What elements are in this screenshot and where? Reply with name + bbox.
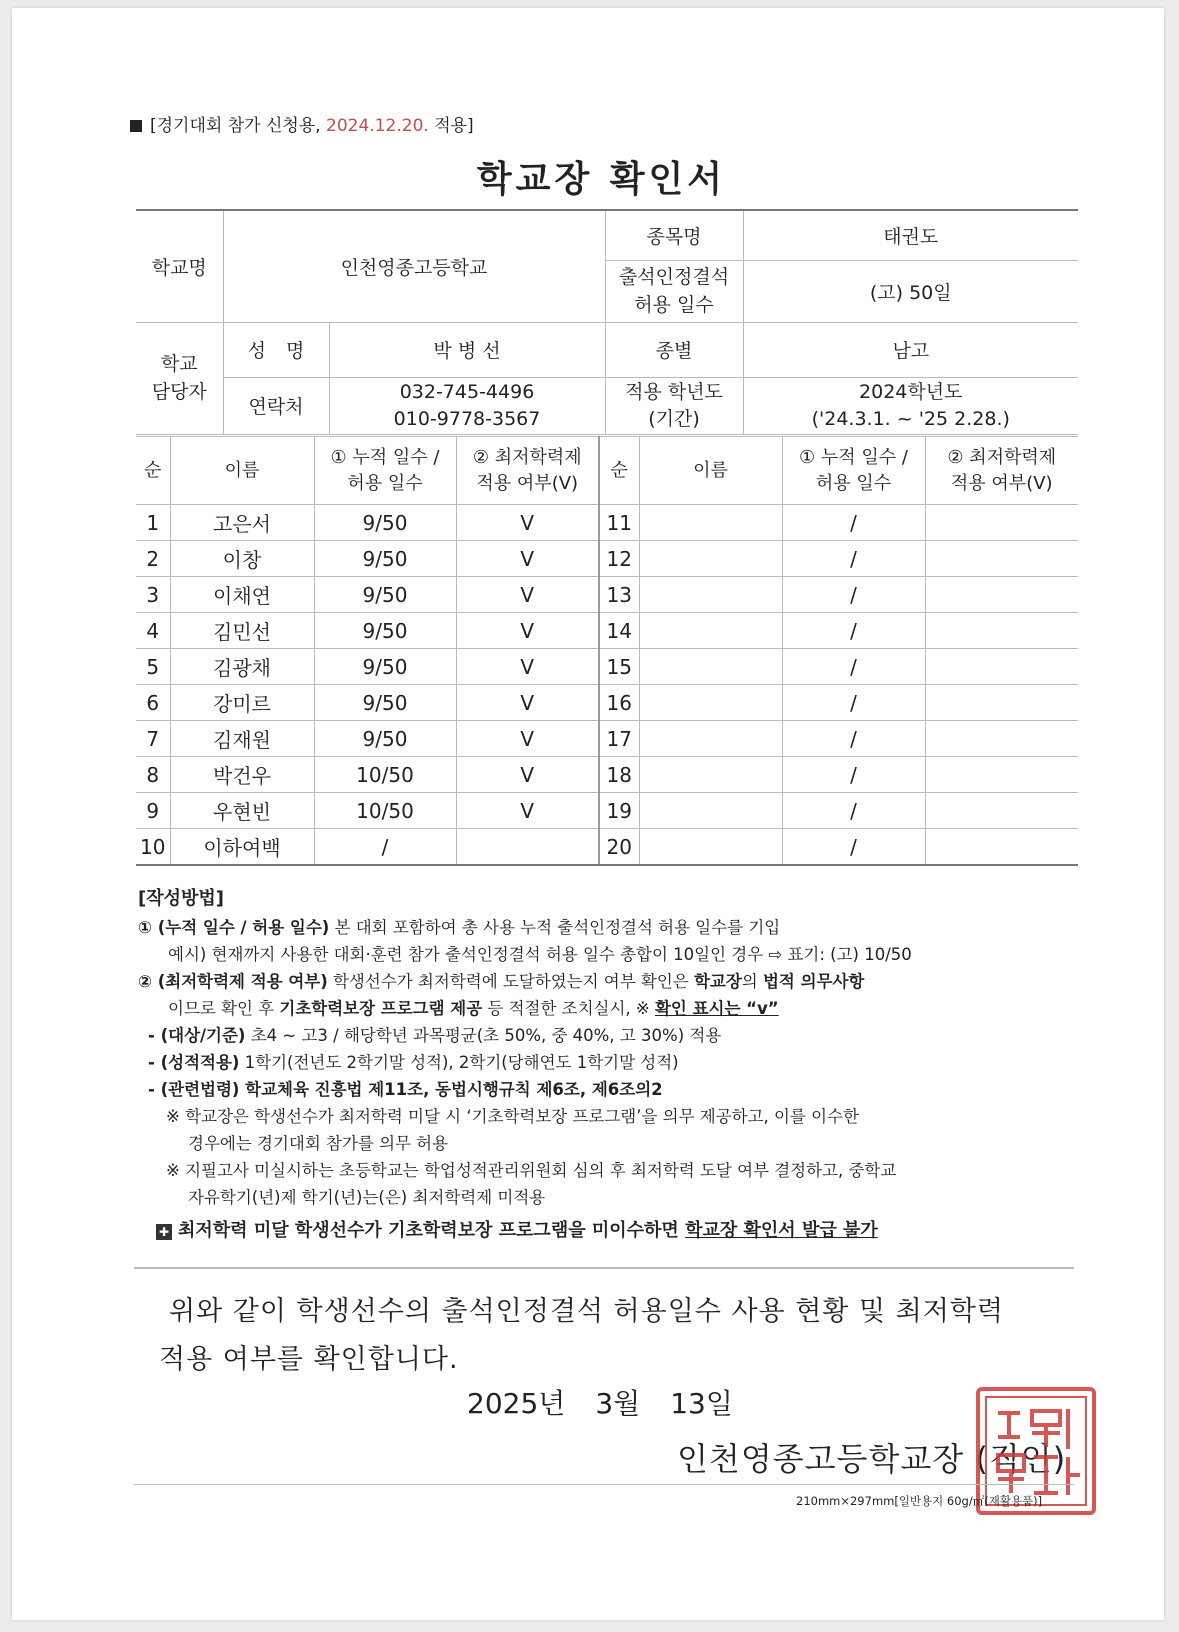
absence-days: / bbox=[782, 577, 925, 613]
header-no: 순 bbox=[136, 437, 170, 505]
min-grade-check bbox=[925, 541, 1078, 577]
student-name bbox=[639, 757, 782, 793]
roster-table bbox=[136, 436, 1078, 866]
table-row bbox=[136, 649, 1078, 685]
row-number: 19 bbox=[599, 793, 639, 829]
min-grade-check bbox=[925, 649, 1078, 685]
date-day: 13일 bbox=[670, 1387, 733, 1420]
student-name bbox=[639, 685, 782, 721]
row-number: 12 bbox=[599, 541, 639, 577]
min-grade-check bbox=[925, 721, 1078, 757]
paper-spec: 210mm×297mm[일반용지 60g/㎡(재활용품)] bbox=[796, 1494, 1043, 1508]
header-apply-line2: 적용 여부(V) bbox=[476, 472, 579, 494]
confirmation-line2: 적용 여부를 확인합니다. bbox=[159, 1344, 459, 1375]
type-label: 종별 bbox=[605, 322, 743, 377]
absence-label-line2: 허용 일수 bbox=[634, 294, 714, 316]
instruction-2-particle: 의 bbox=[741, 972, 763, 991]
header-apply-right bbox=[925, 437, 1078, 505]
issue-date bbox=[467, 1382, 763, 1422]
header-days-line2: 허용 일수 bbox=[347, 472, 423, 494]
student-name: 이창 bbox=[170, 541, 314, 577]
row-number: 6 bbox=[136, 685, 170, 721]
min-grade-check bbox=[925, 757, 1078, 793]
instruction-2 bbox=[138, 968, 1078, 995]
student-name: 고은서 bbox=[170, 505, 314, 541]
instruction-2-mark: 확인 표시는 “v” bbox=[654, 999, 779, 1018]
row-number: 16 bbox=[599, 685, 639, 721]
header-prefix: [경기대회 참가 신청용, bbox=[150, 116, 327, 136]
absence-days: 10/50 bbox=[314, 793, 456, 829]
absence-days: / bbox=[782, 721, 925, 757]
header-suffix: 적용] bbox=[428, 116, 474, 136]
instruction-2-program: 기초학력보장 프로그램 제공 bbox=[279, 999, 483, 1018]
student-name: 이채연 bbox=[170, 577, 314, 613]
student-name: 박건우 bbox=[170, 757, 314, 793]
header-apply-right-line2: 적용 여부(V) bbox=[950, 472, 1053, 494]
bottom-divider bbox=[134, 1484, 1074, 1485]
square-bullet-icon bbox=[130, 120, 142, 132]
instruction-2-duty: 법적 의무사항 bbox=[762, 972, 865, 991]
confirmation-text bbox=[159, 1288, 1079, 1384]
absence-days: 9/50 bbox=[314, 685, 456, 721]
date-year: 2025년 bbox=[467, 1387, 566, 1420]
absence-label-line1: 출석인정결석 bbox=[618, 266, 730, 288]
table-row bbox=[136, 577, 1078, 613]
note-1: ※ 학교장은 학생선수가 최저학력 미달 시 ‘기초학력보장 프로그램’을 의무 제공하고, 이를 이수한 bbox=[166, 1107, 859, 1126]
instructions-heading: [작성방법] bbox=[138, 888, 225, 909]
min-grade-check bbox=[925, 613, 1078, 649]
row-number: 5 bbox=[136, 649, 170, 685]
min-grade-check: V bbox=[456, 721, 599, 757]
form-header bbox=[130, 111, 474, 136]
instruction-2-cont-text2: 등 적절한 조치실시, ※ bbox=[482, 999, 655, 1018]
student-name bbox=[639, 793, 782, 829]
absence-days: 9/50 bbox=[314, 649, 456, 685]
detail-grades-label: - (성적적용) bbox=[148, 1053, 240, 1072]
warning-underlined: 학교장 확인서 발급 불가 bbox=[685, 1220, 878, 1241]
signer: 인천영종고등학교장 (직인) bbox=[677, 1440, 1067, 1478]
header-days-right bbox=[782, 437, 925, 505]
header-apply bbox=[456, 437, 599, 505]
year-label bbox=[605, 377, 743, 434]
instruction-2-text: 학생선수가 최저학력에 도달하였는지 여부 확인은 bbox=[327, 972, 694, 991]
warning-line bbox=[138, 1217, 1078, 1244]
instruction-2-cont bbox=[138, 995, 1078, 1022]
table-row bbox=[136, 541, 1078, 577]
absence-days: 9/50 bbox=[314, 505, 456, 541]
name-label: 성 명 bbox=[223, 322, 329, 377]
instructions bbox=[138, 885, 1078, 1244]
instruction-2-cont-text: 이므로 확인 후 bbox=[168, 999, 280, 1018]
row-number: 7 bbox=[136, 721, 170, 757]
phone-2: 010-9778-3567 bbox=[393, 407, 541, 430]
min-grade-check bbox=[925, 793, 1078, 829]
detail-target bbox=[138, 1022, 1078, 1049]
absence-value: (고) 50일 bbox=[743, 260, 1078, 322]
instruction-2-principal: 학교장 bbox=[693, 972, 742, 991]
min-grade-check bbox=[925, 829, 1078, 866]
detail-law bbox=[138, 1076, 1078, 1103]
manager-label bbox=[136, 322, 223, 434]
absence-days: / bbox=[782, 541, 925, 577]
sport-value: 태권도 bbox=[743, 210, 1078, 260]
min-grade-check bbox=[925, 685, 1078, 721]
roster-header-row bbox=[136, 437, 1078, 505]
instruction-1 bbox=[138, 914, 1078, 941]
row-number: 11 bbox=[599, 505, 639, 541]
detail-grades bbox=[138, 1049, 1078, 1076]
student-name bbox=[639, 541, 782, 577]
absence-days: / bbox=[782, 685, 925, 721]
instruction-1-bold: ① (누적 일수 / 허용 일수) bbox=[138, 918, 330, 937]
manager-label-line2: 담당자 bbox=[151, 381, 207, 403]
table-row bbox=[136, 721, 1078, 757]
name-value: 박 병 선 bbox=[329, 322, 605, 377]
student-name: 김민선 bbox=[170, 613, 314, 649]
absence-days: / bbox=[782, 829, 925, 866]
student-name bbox=[639, 649, 782, 685]
detail-law-text: 학교체육 진흥법 제11조, 동법시행규칙 제6조, 제6조의2 bbox=[239, 1080, 663, 1099]
row-number: 8 bbox=[136, 757, 170, 793]
detail-target-text: 초4 ~ 고3 / 해당학년 과목평균(초 50%, 중 40%, 고 30%) 적용 bbox=[245, 1026, 722, 1045]
absence-label bbox=[605, 260, 743, 322]
divider bbox=[134, 1267, 1074, 1269]
student-name bbox=[639, 613, 782, 649]
header-name-right: 이름 bbox=[639, 437, 782, 505]
absence-days: / bbox=[314, 829, 456, 866]
warning-text: 최저학력 미달 학생선수가 기초학력보장 프로그램을 미이수하면 bbox=[178, 1220, 686, 1241]
table-row bbox=[136, 685, 1078, 721]
absence-days: / bbox=[782, 613, 925, 649]
instruction-1-text: 본 대회 포함하여 총 사용 누적 출석인정결석 허용 일수를 기입 bbox=[329, 918, 781, 937]
min-grade-check bbox=[456, 829, 599, 866]
min-grade-check: V bbox=[456, 757, 599, 793]
year-label-line2: (기간) bbox=[648, 407, 700, 430]
plus-box-icon: ✚ bbox=[156, 1224, 172, 1240]
note-1-cont: 경우에는 경기대회 참가를 의무 허용 bbox=[188, 1134, 449, 1153]
student-name bbox=[639, 721, 782, 757]
school-label: 학교명 bbox=[136, 210, 223, 322]
absence-days: / bbox=[782, 757, 925, 793]
min-grade-check: V bbox=[456, 649, 599, 685]
type-value: 남고 bbox=[743, 322, 1078, 377]
table-row bbox=[136, 505, 1078, 541]
min-grade-check bbox=[925, 505, 1078, 541]
header-apply-line1: ② 최저학력제 bbox=[472, 446, 582, 468]
note-2: ※ 지필고사 미실시하는 초등학교는 학업성적관리위원회 심의 후 최저학력 도달 여부 결정하고, 중학교 bbox=[166, 1161, 897, 1180]
row-number: 2 bbox=[136, 541, 170, 577]
header-days-right-line1: ① 누적 일수 / bbox=[799, 446, 908, 468]
school-value: 인천영종고등학교 bbox=[223, 210, 605, 322]
student-name: 강미르 bbox=[170, 685, 314, 721]
header-days-right-line2: 허용 일수 bbox=[815, 472, 892, 494]
header-date: 2024.12.20. bbox=[326, 116, 429, 136]
header-days-line1: ① 누적 일수 / bbox=[330, 446, 440, 468]
contact-value bbox=[329, 377, 605, 434]
min-grade-check: V bbox=[456, 505, 599, 541]
absence-days: 10/50 bbox=[314, 757, 456, 793]
info-table bbox=[136, 209, 1078, 435]
row-number: 13 bbox=[599, 577, 639, 613]
row-number: 1 bbox=[136, 505, 170, 541]
student-name: 김광채 bbox=[170, 649, 314, 685]
min-grade-check: V bbox=[456, 541, 599, 577]
table-row bbox=[136, 613, 1078, 649]
table-row bbox=[136, 793, 1078, 829]
row-number: 3 bbox=[136, 577, 170, 613]
absence-days: 9/50 bbox=[314, 721, 456, 757]
student-name bbox=[639, 577, 782, 613]
student-name bbox=[639, 829, 782, 866]
header-apply-right-line1: ② 최저학력제 bbox=[947, 446, 1057, 468]
min-grade-check: V bbox=[456, 685, 599, 721]
student-name bbox=[639, 505, 782, 541]
confirmation-line1: 위와 같이 학생선수의 출석인정결석 허용일수 사용 현황 및 최저학력 bbox=[169, 1296, 1004, 1327]
absence-days: / bbox=[782, 649, 925, 685]
phone-1: 032-745-4496 bbox=[399, 380, 535, 403]
student-name: 이하여백 bbox=[170, 829, 314, 866]
min-grade-check bbox=[925, 577, 1078, 613]
header-days bbox=[314, 437, 456, 505]
detail-law-label: - (관련법령) bbox=[148, 1080, 240, 1099]
row-number: 9 bbox=[136, 793, 170, 829]
absence-days: 9/50 bbox=[314, 541, 456, 577]
table-row bbox=[136, 829, 1078, 866]
min-grade-check: V bbox=[456, 613, 599, 649]
row-number: 14 bbox=[599, 613, 639, 649]
manager-label-line1: 학교 bbox=[160, 353, 198, 375]
absence-days: / bbox=[782, 793, 925, 829]
detail-grades-text: 1학기(전년도 2학기말 성적), 2학기(당해연도 1학기말 성적) bbox=[239, 1053, 679, 1072]
student-name: 김재원 bbox=[170, 721, 314, 757]
year-value-line1: 2024학년도 bbox=[859, 380, 963, 403]
absence-days: / bbox=[782, 505, 925, 541]
min-grade-check: V bbox=[456, 577, 599, 613]
sport-label: 종목명 bbox=[605, 210, 743, 260]
date-month: 3월 bbox=[595, 1387, 641, 1420]
instruction-1-example: 예시) 현재까지 사용한 대회·훈련 참가 출석인정결석 허용 일수 총합이 10일인 경우 ⇨ 표기: (고) 10/50 bbox=[168, 945, 912, 964]
row-number: 4 bbox=[136, 613, 170, 649]
row-number: 15 bbox=[599, 649, 639, 685]
document-page bbox=[12, 8, 1164, 1620]
row-number: 20 bbox=[599, 829, 639, 866]
detail-target-label: - (대상/기준) bbox=[148, 1026, 246, 1045]
header-name: 이름 bbox=[170, 437, 314, 505]
year-label-line1: 적용 학년도 bbox=[625, 380, 723, 403]
absence-days: 9/50 bbox=[314, 613, 456, 649]
min-grade-check: V bbox=[456, 793, 599, 829]
year-value bbox=[743, 377, 1078, 434]
row-number: 17 bbox=[599, 721, 639, 757]
absence-days: 9/50 bbox=[314, 577, 456, 613]
table-row bbox=[136, 757, 1078, 793]
row-number: 18 bbox=[599, 757, 639, 793]
student-name: 우현빈 bbox=[170, 793, 314, 829]
period-value: ('24.3.1. ~ '25 2.28.) bbox=[811, 407, 1010, 430]
note-2-cont: 자유학기(년)제 학기(년)는(은) 최저학력제 미적용 bbox=[188, 1188, 546, 1207]
contact-label: 연락처 bbox=[223, 377, 329, 434]
header-no-right: 순 bbox=[599, 437, 639, 505]
document-title: 학교장 확인서 bbox=[476, 159, 727, 200]
certificate-document bbox=[12, 8, 1164, 1620]
row-number: 10 bbox=[136, 829, 170, 866]
instruction-2-bold: ② (최저학력제 적용 여부) bbox=[138, 972, 328, 991]
